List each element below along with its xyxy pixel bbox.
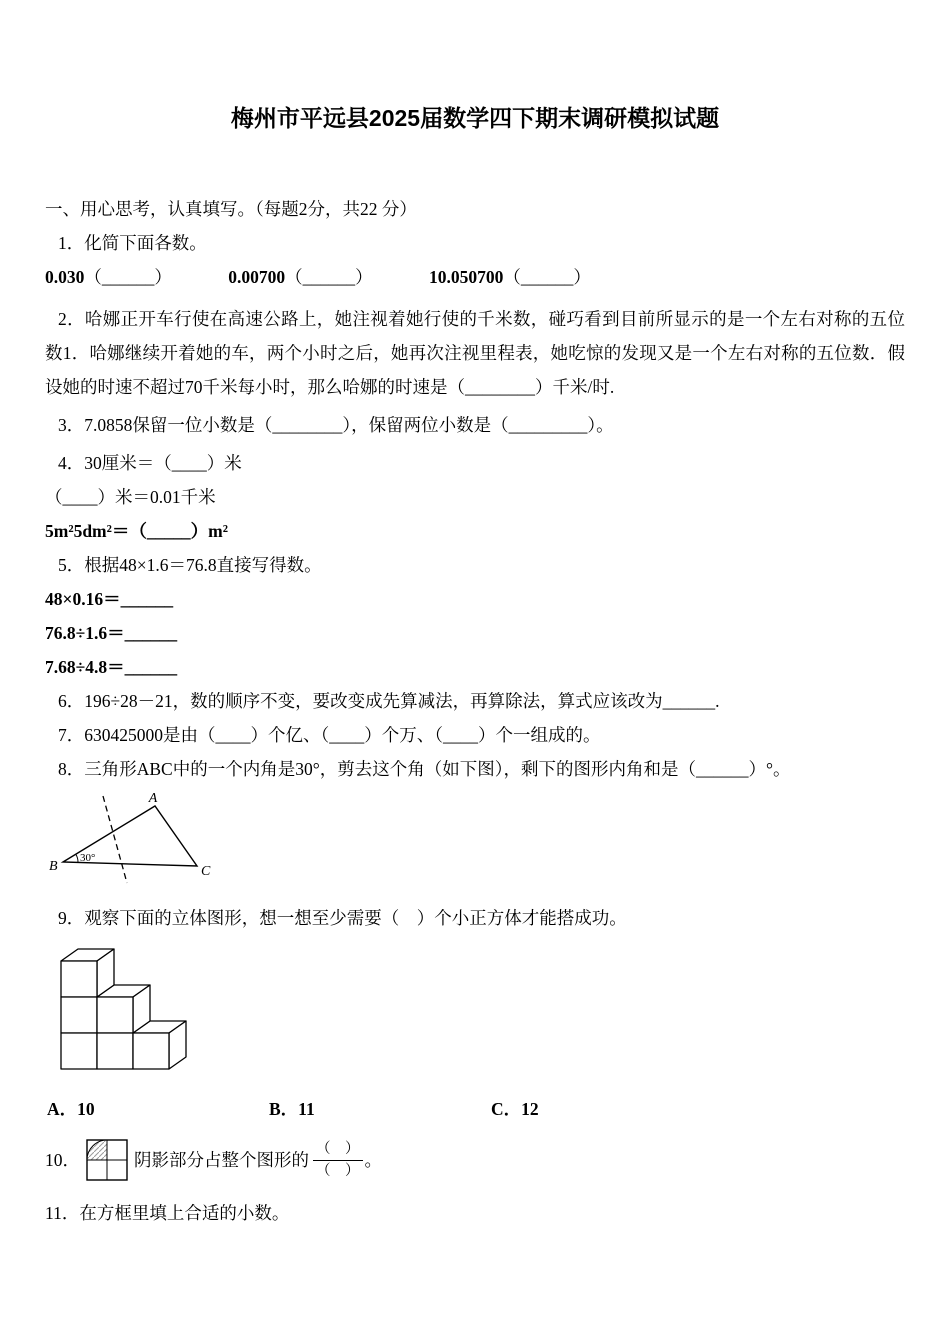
question-5-stem: 5．根据48×1.6＝76.8直接写得数。 (58, 555, 322, 575)
q1-item-blank: （______） (84, 267, 172, 287)
q1-item-blank: （______） (285, 267, 373, 287)
page-title: 梅州市平远县2025届数学四下期末调研模拟试题 (230, 105, 720, 131)
option-a: A．10 (47, 1099, 95, 1119)
question-10 (45, 1134, 905, 1186)
question-2-stem: 2．哈娜正开车行使在高速公路上，她注视着她行使的千米数，碰巧看到目前所显示的是一个左右对称的五位数1．哈娜继续开着她的车，两个小时之后，她再次注视里程表，她吃惊的发现又是一个左右对称的五位数．假设她的时速不超过70千米每小时，那么哈娜的时速是（________）千米/时. (45, 309, 905, 397)
question-5-expression: 7.68÷4.8＝______ (45, 657, 178, 677)
cube-front-face (97, 1033, 133, 1069)
vertex-b-label: B (49, 859, 58, 874)
question-3-stem: 3．7.0858保留一位小数是（________），保留两位小数是（_________）。 (58, 415, 614, 435)
q1-item-blank: （______） (503, 267, 591, 287)
question-10-number: 10． (45, 1150, 80, 1170)
shaded-square-figure (84, 1137, 130, 1183)
cube-front-face (97, 997, 133, 1033)
question-1-items (45, 260, 905, 294)
option-b: B．11 (269, 1099, 315, 1119)
question-7-stem: 7．630425000是由（____）个亿、（____）个万、（____）个一组成的。 (58, 725, 601, 745)
question-5-expression: 76.8÷1.6＝______ (45, 623, 178, 643)
question-4-line2: （____）米＝0.01千米 (45, 487, 216, 507)
question-10-text: 阴影部分占整个图形的 (134, 1150, 309, 1170)
question-11-stem: 11．在方框里填上合适的小数。 (45, 1203, 290, 1223)
vertex-c-label: C (201, 864, 211, 879)
triangle-diagram (47, 790, 242, 888)
q1-item-number: 10.050700 (429, 267, 504, 287)
cube-front-face (61, 1033, 97, 1069)
question-9-stem: 9．观察下面的立体图形，想一想至少需要（ ）个小正方体才能搭成功。 (58, 908, 627, 928)
q1-item (228, 260, 372, 294)
option-c: C．12 (491, 1099, 539, 1119)
q1-item-number: 0.030 (45, 267, 85, 287)
question-10-period: 。 (364, 1150, 382, 1170)
cube-stack-diagram (57, 939, 191, 1073)
section-heading: 一、用心思考，认真填写。（每题2分，共22 分） (45, 199, 417, 219)
q1-item (429, 260, 591, 294)
cube-figure (57, 939, 905, 1078)
cube-front-face (61, 961, 97, 997)
q1-item (45, 260, 172, 294)
triangle-figure (47, 790, 905, 893)
question-1-stem: 1．化简下面各数。 (58, 233, 207, 253)
question-4-line3: 5m²5dm²＝（_____）m² (45, 521, 228, 541)
question-9-options (47, 1092, 905, 1126)
angle-30-label: 30° (80, 852, 96, 864)
question-6-stem: 6．196÷28－21，数的顺序不变，要改变成先算减法，再算除法，算式应该改为______. (58, 691, 720, 711)
fraction-blank (313, 1140, 363, 1181)
fraction-numerator-blank: （ ） (313, 1140, 363, 1161)
question-4-line1: 4．30厘米＝（____）米 (58, 453, 242, 473)
cube-front-face (133, 1033, 169, 1069)
fraction-denominator-blank: （ ） (316, 1162, 360, 1179)
cut-dashed-line (103, 796, 127, 883)
cube-front-face (61, 997, 97, 1033)
angle-arc (76, 854, 78, 862)
q1-item-number: 0.00700 (228, 267, 286, 287)
question-8-stem: 8．三角形ABC中的一个内角是30°，剪去这个角（如下图），剩下的图形内角和是（______）°。 (58, 759, 791, 779)
vertex-a-label: A (148, 791, 158, 806)
question-5-expression: 48×0.16＝______ (45, 589, 174, 609)
